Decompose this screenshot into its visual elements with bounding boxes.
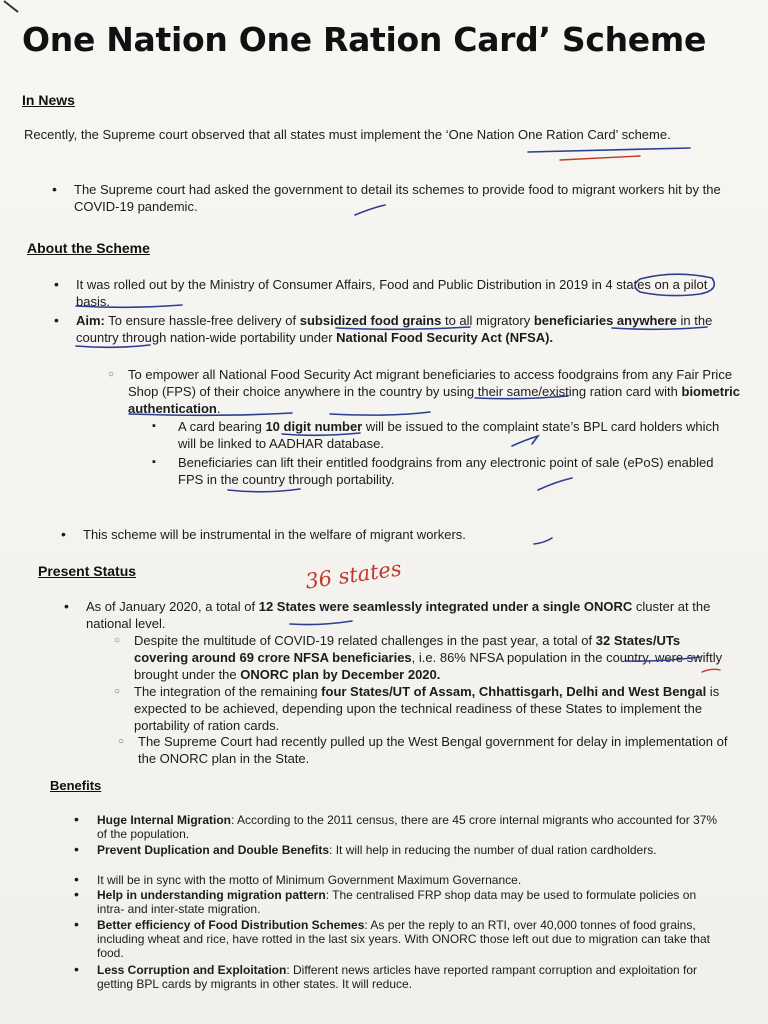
s2-b: four States/UT of Assam, Chhattisgarh, Delhi and West Bengal (321, 684, 707, 699)
present-sub-3 (118, 733, 734, 767)
sub-bullet-circle: ○ (108, 369, 115, 380)
card-digit: 10 digit number (265, 419, 363, 434)
benefit-item (74, 841, 721, 857)
present-main (64, 598, 726, 632)
empower-text-a: To empower all National Food Security Act migrant beneficiaries to access foodgrains from any Fair Price Shop (FPS) of their choice anywhere in the country by using their same/existing ration card with (128, 367, 733, 399)
bullet-dot: • (74, 871, 79, 887)
aim-text-e: in the country through nation-wide portability under (76, 313, 713, 345)
sub-bullet-circle: ○ (114, 635, 121, 646)
benefit-label: Better efficiency of Food Distribution Schemes (97, 918, 365, 932)
in-news-bullet (52, 181, 734, 215)
aim-text-c: to all migratory (441, 313, 534, 328)
empower-biometric: biometric authentication (128, 384, 741, 416)
benefit-label: Less Corruption and Exploitation (97, 963, 287, 977)
bullet-dot: • (54, 312, 59, 328)
s1-c: , i.e. 86% NFSA population in the country, were swiftly brought under the (134, 650, 723, 682)
benefit-text: : According to the 2011 census, there are 45 crore internal migrants who accounted for 37% of the population. (97, 813, 718, 841)
benefit-item (74, 961, 721, 991)
about-empower (108, 366, 741, 417)
bullet-dot: • (74, 961, 79, 977)
bullet-dot: • (74, 811, 79, 827)
ink-underline (228, 489, 300, 492)
benefit-text: : The centralised FRP shop data may be used to formulate policies on intra- and inter-state migration. (97, 888, 697, 916)
present-main-a: As of January 2020, a total of (86, 599, 259, 614)
about-aim (54, 312, 726, 346)
bullet-dot: • (74, 886, 79, 902)
present-main-c: cluster at the national level. (86, 599, 711, 631)
benefits-heading: Benefits (50, 778, 102, 793)
instrumental-text: This scheme will be instrumental in the welfare of migrant workers. (83, 527, 466, 542)
aim-subsidized: subsidized food grains (299, 313, 442, 328)
about-heading: About the Scheme (27, 240, 150, 256)
s2-c: is expected to be achieved, depending upon the technical readiness of these States to implement the portability of ration cards. (134, 684, 720, 733)
sub-bullet-square: ▪ (152, 456, 156, 468)
about-lift (152, 454, 724, 488)
in-news-paragraph: Recently, the Supreme court observed that all states must implement the ‘One Nation One Ration Card’ scheme. (24, 127, 671, 142)
page-title: One Nation One Ration Card’ Scheme (22, 20, 707, 59)
present-sub-1 (114, 632, 734, 683)
benefit-item (74, 811, 721, 841)
aim-nfsa: National Food Security Act (NFSA). (336, 330, 554, 345)
corner-fold-mark (2, 0, 22, 14)
handwritten-note: 36 states (303, 556, 403, 594)
ink-red-stroke (560, 156, 640, 160)
bullet-dot: • (54, 276, 59, 292)
bullet-dot: • (61, 526, 66, 542)
card-text-c: will be issued to the complaint state’s BPL card holders which will be linked to AADHAR database. (178, 419, 720, 451)
aim-beneficiaries: beneficiaries anywhere (533, 313, 677, 328)
benefit-item (74, 871, 721, 887)
benefit-text: : As per the reply to an RTI, over 40,000 tonnes of food grains, including wheat and rice, have rotted in the last six years. With ONORC those left out due to migration can take that food. (97, 918, 710, 960)
bullet-dot: • (52, 181, 57, 197)
present-heading: Present Status (38, 563, 137, 579)
s1-a: Despite the multitude of COVID-19 related challenges in the past year, a total of (134, 633, 596, 648)
sub-bullet-square: ▪ (152, 420, 156, 432)
in-news-bullet-text: The Supreme court had asked the government to detail its schemes to provide food to migrant workers hit by the COVID-19 pandemic. (74, 182, 721, 214)
bullet-dot: • (64, 598, 69, 614)
sub-bullet-circle: ○ (114, 686, 121, 697)
present-main-b: 12 States were seamlessly integrated under a single ONORC (258, 599, 633, 614)
s3-text: The Supreme Court had recently pulled up the West Bengal government for delay in implementation of the ONORC plan in the State. (138, 734, 728, 766)
empower-text-c: . (216, 401, 221, 416)
benefit-item (74, 916, 721, 960)
sub-bullet-circle: ○ (118, 736, 125, 747)
bullet-dot: • (74, 916, 79, 932)
benefit-text: : Different news articles have reported rampant corruption and exploitation for getting BPL cards by migrants in other states. It will reduce. (97, 963, 698, 991)
benefit-label: Huge Internal Migration (97, 813, 232, 827)
benefit-label: Help in understanding migration pattern (97, 888, 326, 902)
bullet-dot: • (74, 841, 79, 857)
lift-text: Beneficiaries can lift their entitled foodgrains from any electronic point of sale (ePoS) enabled FPS in the country through portability. (178, 455, 714, 487)
rolled-out-text: It was rolled out by the Ministry of Consumer Affairs, Food and Public Distribution in 2019 in 4 states on a pilot basis. (76, 277, 708, 309)
benefit-item (74, 886, 721, 916)
benefit-text: It will be in sync with the motto of Minimum Government Maximum Governance. (97, 873, 522, 887)
aim-label: Aim: (76, 313, 105, 328)
aim-text-a: To ensure hassle-free delivery of (104, 313, 300, 328)
about-rolled-out (54, 276, 726, 310)
present-sub-2 (114, 683, 734, 734)
in-news-heading: In News (22, 92, 75, 108)
s2-a: The integration of the remaining (134, 684, 322, 699)
benefit-label: Prevent Duplication and Double Benefits (97, 843, 330, 857)
about-instrumental (61, 526, 723, 543)
about-card (152, 418, 724, 452)
s1-d: ONORC plan by December 2020. (240, 667, 441, 682)
benefit-text: : It will help in reducing the number of dual ration cardholders. (329, 843, 657, 857)
card-text-a: A card bearing (178, 419, 266, 434)
ink-underline (528, 148, 690, 152)
s1-b: 32 States/UTs covering around 69 crore NFSA beneficiaries (134, 633, 681, 665)
